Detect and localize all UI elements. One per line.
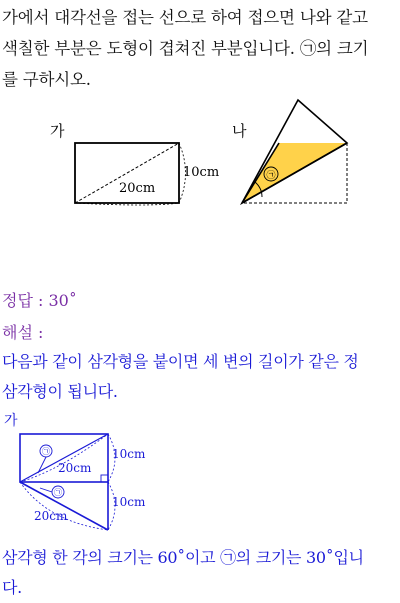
question-text xyxy=(2,2,398,95)
question-line-2: 색칠한 부분은 도형이 겹쳐진 부분입니다. ㉠의 크기 xyxy=(2,39,369,58)
diag-label-20cm: 20cm xyxy=(119,181,156,196)
angle-mark-bottom: ㉠ xyxy=(54,488,62,497)
question-line-1: 가에서 대각선을 접는 선으로 하여 접으면 나와 같고 xyxy=(2,8,368,27)
conclusion-line-2: 다. xyxy=(2,578,22,597)
label-ga-2: 가 xyxy=(4,413,18,429)
conclusion-text xyxy=(2,543,398,603)
solution-line-2: 삼각형이 됩니다. xyxy=(2,382,118,401)
top-side-label: 10cm xyxy=(112,447,146,461)
diag-top-label: 20cm xyxy=(58,461,92,475)
right-angle-mark xyxy=(101,475,108,482)
answer-line: 정답 : 30˚ xyxy=(2,291,77,310)
angle-mark: ㉠ xyxy=(266,171,276,181)
question-line-3: 를 구하시오. xyxy=(2,70,91,89)
angle-pointer-bottom xyxy=(40,488,52,492)
diag-bottom-label: 20cm xyxy=(34,509,68,523)
label-ga: 가 xyxy=(50,122,65,140)
bottom-side-label: 10cm xyxy=(112,495,146,509)
angle-mark-top: ㉠ xyxy=(42,447,50,456)
solution-heading: 해설 : xyxy=(2,323,44,342)
conclusion-line-1: 삼각형 한 각의 크기는 60˚이고 ㉠의 크기는 30˚입니 xyxy=(2,548,364,567)
solution-text xyxy=(2,347,398,407)
figure-fold xyxy=(0,95,400,215)
label-na: 나 xyxy=(232,122,247,140)
side-label-10cm: 10cm xyxy=(183,165,220,180)
figure-equilateral xyxy=(0,410,400,545)
solution-line-1: 다음과 같이 삼각형을 붙이면 세 변의 길이가 같은 정 xyxy=(2,352,359,371)
